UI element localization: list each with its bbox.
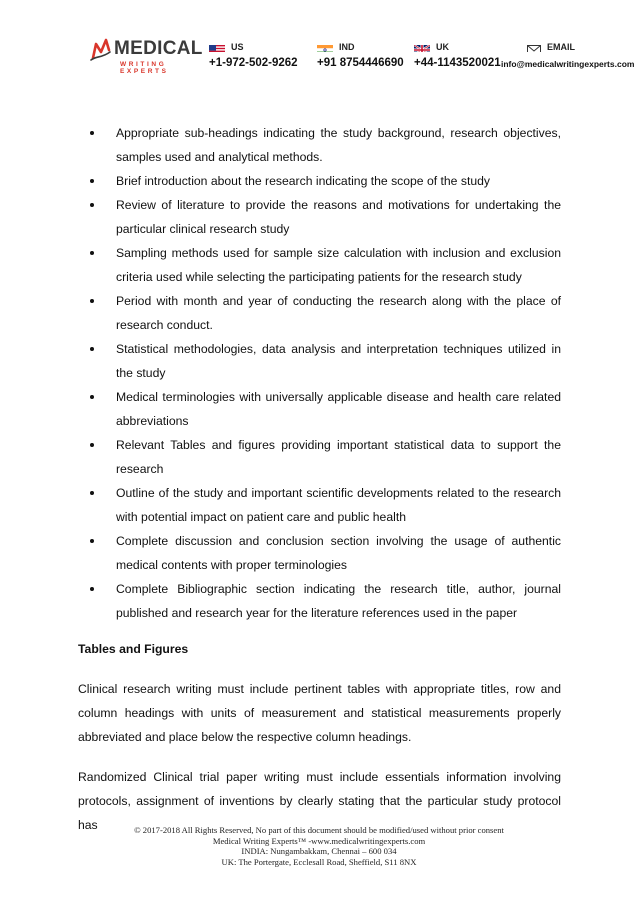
list-item: Period with month and year of conducting the research along with the place of research conduct.: [78, 289, 561, 337]
contact-email: [501, 40, 634, 69]
bullet-icon: [90, 251, 94, 255]
section-heading: Tables and Figures: [78, 642, 189, 656]
company-logo: [90, 36, 203, 76]
phone-uk[interactable]: +44-1143520021: [414, 57, 501, 69]
contact-india: [317, 40, 404, 69]
bullet-icon: [90, 179, 94, 183]
email-address[interactable]: info@medicalwritingexperts.com: [501, 59, 635, 69]
bullet-icon: [90, 395, 94, 399]
bullet-icon: [90, 347, 94, 351]
bullet-icon: [90, 203, 94, 207]
india-flag-icon: [317, 42, 333, 52]
list-item: Medical terminologies with universally applicable disease and health care related abbreviations: [78, 385, 561, 433]
bullet-icon: [90, 539, 94, 543]
envelope-icon: [527, 42, 541, 52]
list-item: Complete Bibliographic section indicating the research title, author, journal published and research year for the literature references used in the paper: [78, 577, 561, 625]
contact-uk: [414, 40, 501, 69]
us-flag-icon: [209, 42, 225, 52]
bullet-icon: [90, 491, 94, 495]
document-body: [78, 121, 561, 837]
page-footer: [0, 825, 638, 867]
list-item: Statistical methodologies, data analysis and interpretation techniques utilized in the study: [78, 337, 561, 385]
bullet-icon: [90, 443, 94, 447]
uk-flag-icon: [414, 42, 430, 52]
contact-label-uk: UK: [436, 41, 449, 52]
bullet-icon: [90, 131, 94, 135]
footer-copyright: © 2017-2018 All Rights Reserved, No part of this document should be modified/used without prior consent: [134, 825, 504, 835]
paragraph: Randomized Clinical trial paper writing must include essentials information involving protocols, assignment of inventions by clearly stating that the particular study protocol has: [78, 770, 561, 832]
requirements-list: [78, 121, 561, 625]
contact-label-india: IND: [339, 41, 355, 52]
contact-us: [209, 40, 298, 69]
list-item: Complete discussion and conclusion section involving the usage of authentic medical contents with proper terminologies: [78, 529, 561, 577]
footer-uk-address: UK: The Portergate, Ecclesall Road, Sheffield, S11 8NX: [221, 856, 417, 867]
list-item: Relevant Tables and figures providing important statistical data to support the research: [78, 433, 561, 481]
bullet-icon: [90, 299, 94, 303]
footer-india-address: INDIA: Nungambakkam, Chennai – 600 034: [241, 846, 397, 856]
list-item: Brief introduction about the research indicating the scope of the study: [78, 169, 561, 193]
footer-company[interactable]: Medical Writing Experts™ -www.medicalwritingexperts.com: [212, 835, 426, 846]
page-header: [0, 0, 638, 80]
list-item: Outline of the study and important scientific developments related to the research with potential impact on patient care and public health: [78, 481, 561, 529]
contact-label-us: US: [231, 41, 244, 52]
list-item: Review of literature to provide the reasons and motivations for undertaking the particular clinical research study: [78, 193, 561, 241]
medical-writing-experts-logo-icon: [90, 36, 116, 64]
list-item: Sampling methods used for sample size calculation with inclusion and exclusion criteria used while selecting the participating patients for the research study: [78, 241, 561, 289]
logo-word: MEDICAL: [114, 38, 203, 59]
paragraph: Clinical research writing must include pertinent tables with appropriate titles, row and column headings with units of measurement and statistical measurements properly abbreviated and place below the respective column headings.: [78, 682, 561, 744]
contact-label-email: EMAIL: [547, 41, 575, 52]
phone-us[interactable]: +1-972-502-9262: [209, 57, 298, 69]
list-item: Appropriate sub-headings indicating the study background, research objectives, samples used and analytical methods.: [78, 121, 561, 169]
logo-tagline: WRITING EXPERTS: [120, 61, 169, 75]
bullet-icon: [90, 587, 94, 591]
phone-india[interactable]: +91 8754446690: [317, 57, 404, 69]
